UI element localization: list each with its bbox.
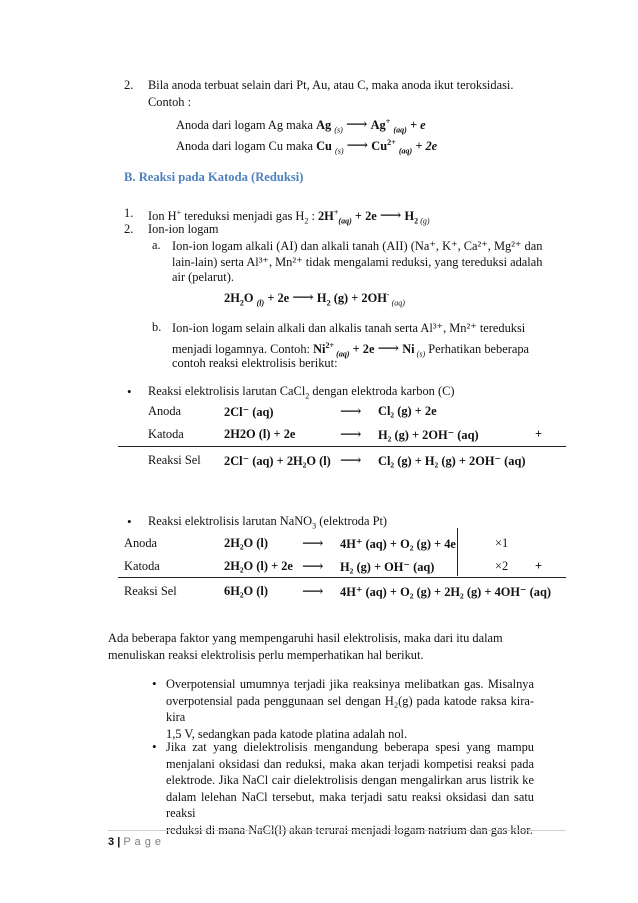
row-reactant: 2H2O (l) + 2e: [224, 427, 296, 441]
factor-paragraph: [166, 739, 534, 839]
row-label: Katoda: [148, 427, 184, 441]
section-heading: B. Reaksi pada Katoda (Reduksi): [124, 170, 304, 184]
page-footer: [108, 836, 162, 848]
reaction-arrow: ⟶: [340, 404, 362, 420]
page-label: P a g e: [123, 836, 162, 848]
footer-separator: |: [117, 836, 121, 848]
page-number: 3: [108, 836, 115, 848]
factor-line: dalam lelehan NaCl tersebut, maka terjadi satu reaksi oksidasi dan satu reaksi: [166, 789, 534, 821]
factor-line: menjalani oksidasi dan reduksi, maka akan terjadi kompetisi reaksi pada: [166, 756, 534, 771]
row-label: Katoda: [124, 559, 160, 573]
row-label: Reaksi Sel: [124, 584, 177, 598]
water-reduction-equation: $2H_2O$ $_{(l)}$ + 2e ⟶ $H_2$ (g) + 2OH- $_{(aq)}$: [224, 289, 405, 308]
reaction-arrow: ⟶: [340, 453, 362, 469]
example-label: Contoh :: [148, 95, 192, 109]
factor-line: 1,5 V, sedangkan pada katode platina adalah nol.: [166, 726, 408, 741]
bullet-marker: •: [127, 514, 132, 529]
sublist-text-line: air (pelarut).: [172, 270, 234, 284]
bullet-marker: •: [152, 676, 157, 691]
reaction-arrow: ⟶: [302, 559, 324, 575]
row-reactant: 6H₂O (l): [224, 584, 268, 598]
sum-sign: +: [535, 427, 543, 441]
multiplier-divider: [457, 528, 458, 576]
multiplier: ×1: [495, 536, 509, 550]
row-product: H₂ (g) + 2OH⁻ (aq): [378, 428, 479, 442]
sum-line: [118, 446, 566, 447]
row-label: Anoda: [124, 536, 158, 550]
sublist-label: b.: [152, 320, 162, 334]
reaction-arrow: ⟶: [302, 584, 324, 600]
row-reactant: 2H₂O (l): [224, 536, 268, 550]
row-product: H₂ (g) + OH⁻ (aq): [340, 560, 435, 574]
list-item-text: Bila anoda terbuat selain dari Pt, Au, atau C, maka anoda ikut teroksidasi.: [148, 78, 514, 92]
reaction-block-title: Reaksi elektrolisis larutan NaNO$_3$ (elektroda Pt): [148, 514, 388, 531]
example-line-ag: Anoda dari logam Ag maka Ag $_{(s)}$ ⟶ Ag+ $_{(aq)}$ + e: [176, 116, 426, 135]
list-item-text: Ion H+ tereduksi menjadi gas $H_2$ : $2H^+_{(aq)} + 2e$ ⟶ $H_2$ $_{(g)}$: [148, 207, 430, 226]
sublist-text-line: contoh reaksi elektrolisis berikut:: [172, 356, 338, 370]
list-number: 1.: [124, 206, 134, 220]
footer-rule: [108, 830, 566, 831]
row-product: 4H⁺ (aq) + O₂ (g) + 2H₂ (g) + 4OH⁻ (aq): [340, 585, 552, 599]
factor-line: Jika zat yang dielektrolisis mengandung beberapa spesi yang mampu: [166, 740, 534, 754]
list-number: 2.: [124, 222, 134, 236]
paragraph-line: menuliskan reaksi elektrolisis perlu memperhatikan hal berikut.: [108, 648, 424, 662]
sublist-text-line: menjadi logamnya. Contoh: $Ni^{2+}$ $_{(aq)}$ + 2e ⟶ Ni $_{(s)}$ Perhatikan beberapa: [172, 340, 530, 359]
factor-line: reduksi di mana NaCl(l) akan terurai menjadi logam natrium dan gas klor.: [166, 822, 533, 837]
list-number: 2.: [124, 78, 134, 92]
reaction-block-title: Reaksi elektrolisis larutan CaCl$_2$ dengan elektroda karbon (C): [148, 384, 455, 401]
sum-line: [118, 577, 566, 578]
row-label: Anoda: [148, 404, 182, 418]
row-product: Cl₂ (g) + 2e: [378, 404, 437, 418]
sublist-text-line: Ion-ion logam selain alkali dan alkalis tanah serta Al³⁺, Mn²⁺ tereduksi: [172, 321, 526, 335]
example-line-cu: Anoda dari logam Cu maka Cu $_{(s)}$ ⟶ $Cu^{2+}$ $_{(aq)}$ + 2e: [176, 137, 438, 156]
row-reactant: 2Cl⁻ (aq) + 2H₂O (l): [224, 454, 331, 468]
row-product: 4H⁺ (aq) + O₂ (g) + 4e: [340, 537, 456, 551]
reaction-arrow: ⟶: [302, 536, 324, 552]
row-reactant: 2H₂O (l) + 2e: [224, 559, 293, 573]
bullet-marker: •: [152, 739, 157, 754]
sublist-text-line: lain-lain) serta Al³⁺, Mn²⁺ tidak mengalami reduksi, yang tereduksi adalah: [172, 255, 543, 269]
reaction-arrow: ⟶: [340, 427, 362, 443]
bullet-marker: •: [127, 384, 132, 399]
row-product: Cl₂ (g) + H₂ (g) + 2OH⁻ (aq): [378, 454, 526, 468]
sublist-text-line: Ion-ion logam alkali (AI) dan alkali tanah (AII) (Na⁺, K⁺, Ca²⁺, Mg²⁺ dan: [172, 239, 543, 253]
paragraph-line: Ada beberapa faktor yang mempengaruhi hasil elektrolisis, maka dari itu dalam: [108, 631, 503, 645]
factor-paragraph: [166, 676, 534, 742]
sum-sign: +: [535, 559, 543, 573]
factor-line: overpotensial pada penggunaan sel dengan H₂(g) pada katode raksa kira-kira: [166, 693, 534, 725]
row-label: Reaksi Sel: [148, 453, 201, 467]
factor-line: Overpotensial umumnya terjadi jika reaksinya melibatkan gas. Misalnya: [166, 677, 534, 691]
list-item-text: Ion-ion logam: [148, 222, 219, 236]
row-reactant: 2Cl⁻ (aq): [224, 405, 274, 419]
sublist-label: a.: [152, 238, 161, 252]
factor-line: elektrode. Jika NaCl cair dielektrolisis dengan mengalirkan arus listrik ke: [166, 773, 534, 788]
multiplier: ×2: [495, 559, 509, 573]
